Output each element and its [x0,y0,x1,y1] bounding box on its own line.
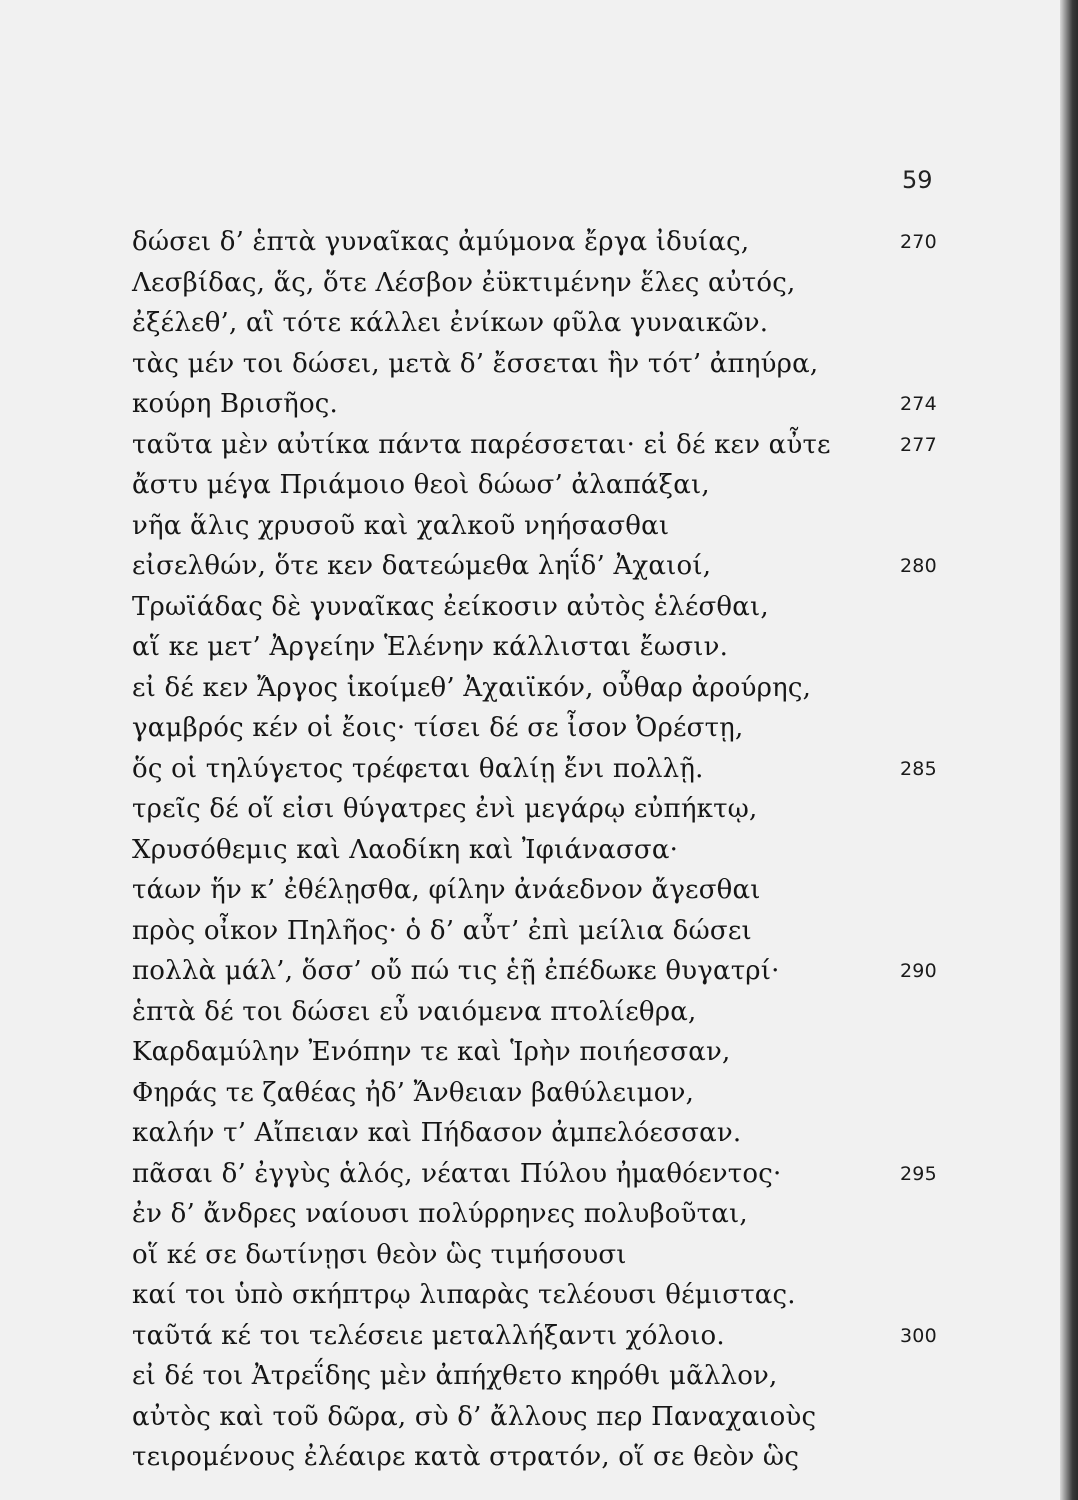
verse-text: δώσει δ’ ἑπτὰ γυναῖκας ἀμύμονα ἔργα ἰδυίας, [132,227,750,257]
verse-text: εἰ δέ τοι Ἀτρεΐδης μὲν ἀπήχθετο κηρόθι μᾶλλον, [132,1361,778,1391]
verse-text: εἰσελθών, ὅτε κεν δατεώμεθα ληΐδ’ Ἀχαιοί, [132,551,712,581]
verse-text: οἵ κέ σε δωτίνῃσι θεὸν ὣς τιμήσουσι [132,1239,627,1270]
verse-line [132,1154,1012,1195]
verse-text: ταῦτά κέ τοι τελέσειε μεταλλήξαντι χόλοιο. [132,1320,725,1351]
poem-text [132,222,1012,1478]
verse-line [132,222,1012,263]
verse-line [132,587,1012,628]
line-number: 270 [900,231,937,253]
page-edge-shadow [1060,0,1078,1500]
verse-line [132,263,1012,304]
verse-line [132,506,1012,547]
line-number: 295 [900,1162,937,1185]
verse-line [132,749,1012,790]
page-number: 59 [902,166,933,194]
verse-text: ἑπτὰ δέ τοι δώσει εὖ ναιόμενα πτολίεθρα, [132,996,697,1027]
verse-text: αἵ κε μετ’ Ἀργείην Ἑλένην κάλλισται ἔωσιν. [132,632,729,662]
verse-text: πολλὰ μάλ’, ὅσσ’ οὔ πώ τις ἑῇ ἐπέδωκε θυγατρί· [132,956,780,986]
verse-line [132,708,1012,749]
line-number: 290 [900,960,937,982]
verse-text: ἐξέλεθ’, αἳ τότε κάλλει ἐνίκων φῦλα γυναικῶν. [132,308,769,338]
verse-line [132,627,1012,668]
verse-text: καλήν τ’ Αἴπειαν καὶ Πήδασον ἀμπελόεσσαν. [132,1118,742,1148]
verse-line [132,1397,1012,1438]
verse-line [132,1194,1012,1235]
verse-line [132,830,1012,871]
verse-text: τὰς μέν τοι δώσει, μετὰ δ’ ἔσσεται ἣν τότ’ ἀπηύρα, [132,348,819,379]
verse-text: Τρωϊάδας δὲ γυναῖκας ἐείκοσιν αὐτὸς ἑλέσθαι, [132,591,769,622]
line-number: 285 [900,757,937,780]
line-number: 277 [900,433,937,456]
verse-text: πᾶσαι δ’ ἐγγὺς ἁλός, νέαται Πύλου ἠμαθόεντος· [132,1158,782,1189]
line-number: 280 [900,555,937,577]
verse-line [132,992,1012,1033]
verse-text: ἄστυ μέγα Πριάμοιο θεοὶ δώωσ’ ἀλαπάξαι, [132,470,710,500]
verse-text: εἰ δέ κεν Ἄργος ἱκοίμεθ’ Ἀχαιϊκόν, οὖθαρ ἀρούρης, [132,672,812,703]
verse-line [132,384,1012,425]
verse-line [132,1073,1012,1114]
verse-text: νῆα ἅλις χρυσοῦ καὶ χαλκοῦ νηήσασθαι [132,510,670,541]
verse-text: Λεσβίδας, ἅς, ὅτε Λέσβον ἐϋκτιμένην ἕλες αὐτός, [132,267,796,298]
verse-text: ταῦτα μὲν αὐτίκα πάντα παρέσσεται· εἰ δέ κεν αὖτε [132,429,831,460]
verse-text: καί τοι ὑπὸ σκήπτρῳ λιπαρὰς τελέουσι θέμιστας. [132,1280,796,1310]
verse-text: κούρη Βρισῆος. [132,389,339,419]
verse-line [132,911,1012,952]
verse-line [132,546,1012,587]
verse-line [132,425,1012,466]
verse-text: αὐτὸς καὶ τοῦ δῶρα, σὺ δ’ ἄλλους περ Παναχαιοὺς [132,1401,817,1432]
verse-text: Χρυσόθεμις καὶ Λαοδίκη καὶ Ἰφιάνασσα· [132,834,679,865]
verse-line [132,1316,1012,1357]
verse-line [132,870,1012,911]
verse-text: Καρδαμύλην Ἐνόπην τε καὶ Ἱρὴν ποιήεσσαν, [132,1037,731,1067]
verse-line [132,1113,1012,1154]
verse-line [132,1032,1012,1073]
verse-line [132,789,1012,830]
verse-text: ὅς οἱ τηλύγετος τρέφεται θαλίῃ ἔνι πολλῇ. [132,753,704,784]
verse-line [132,465,1012,506]
verse-text: γαμβρός κέν οἱ ἔοις· τίσει δέ σε ἶσον Ὀρέστῃ, [132,713,744,743]
verse-text: τάων ἥν κ’ ἐθέλῃσθα, φίλην ἀνάεδνον ἄγεσθαι [132,875,761,905]
verse-line [132,1356,1012,1397]
verse-line [132,1437,1012,1478]
verse-line [132,303,1012,344]
verse-line [132,668,1012,709]
line-number: 274 [900,393,937,415]
verse-text: τρεῖς δέ οἵ εἰσι θύγατρες ἐνὶ μεγάρῳ εὐπήκτῳ, [132,794,758,824]
verse-text: πρὸς οἶκον Πηλῆος· ὁ δ’ αὖτ’ ἐπὶ μείλια δώσει [132,915,752,946]
verse-line [132,344,1012,385]
verse-line [132,951,1012,992]
verse-line [132,1275,1012,1316]
verse-text: τειρομένους ἐλέαιρε κατὰ στρατόν, οἵ σε θεὸν ὣς [132,1442,800,1472]
line-number: 300 [900,1324,937,1347]
verse-line [132,1235,1012,1276]
verse-text: ἐν δ’ ἄνδρες ναίουσι πολύρρηνες πολυβοῦται, [132,1199,748,1229]
verse-text: Φηράς τε ζαθέας ἠδ’ Ἄνθειαν βαθύλειμον, [132,1077,695,1108]
